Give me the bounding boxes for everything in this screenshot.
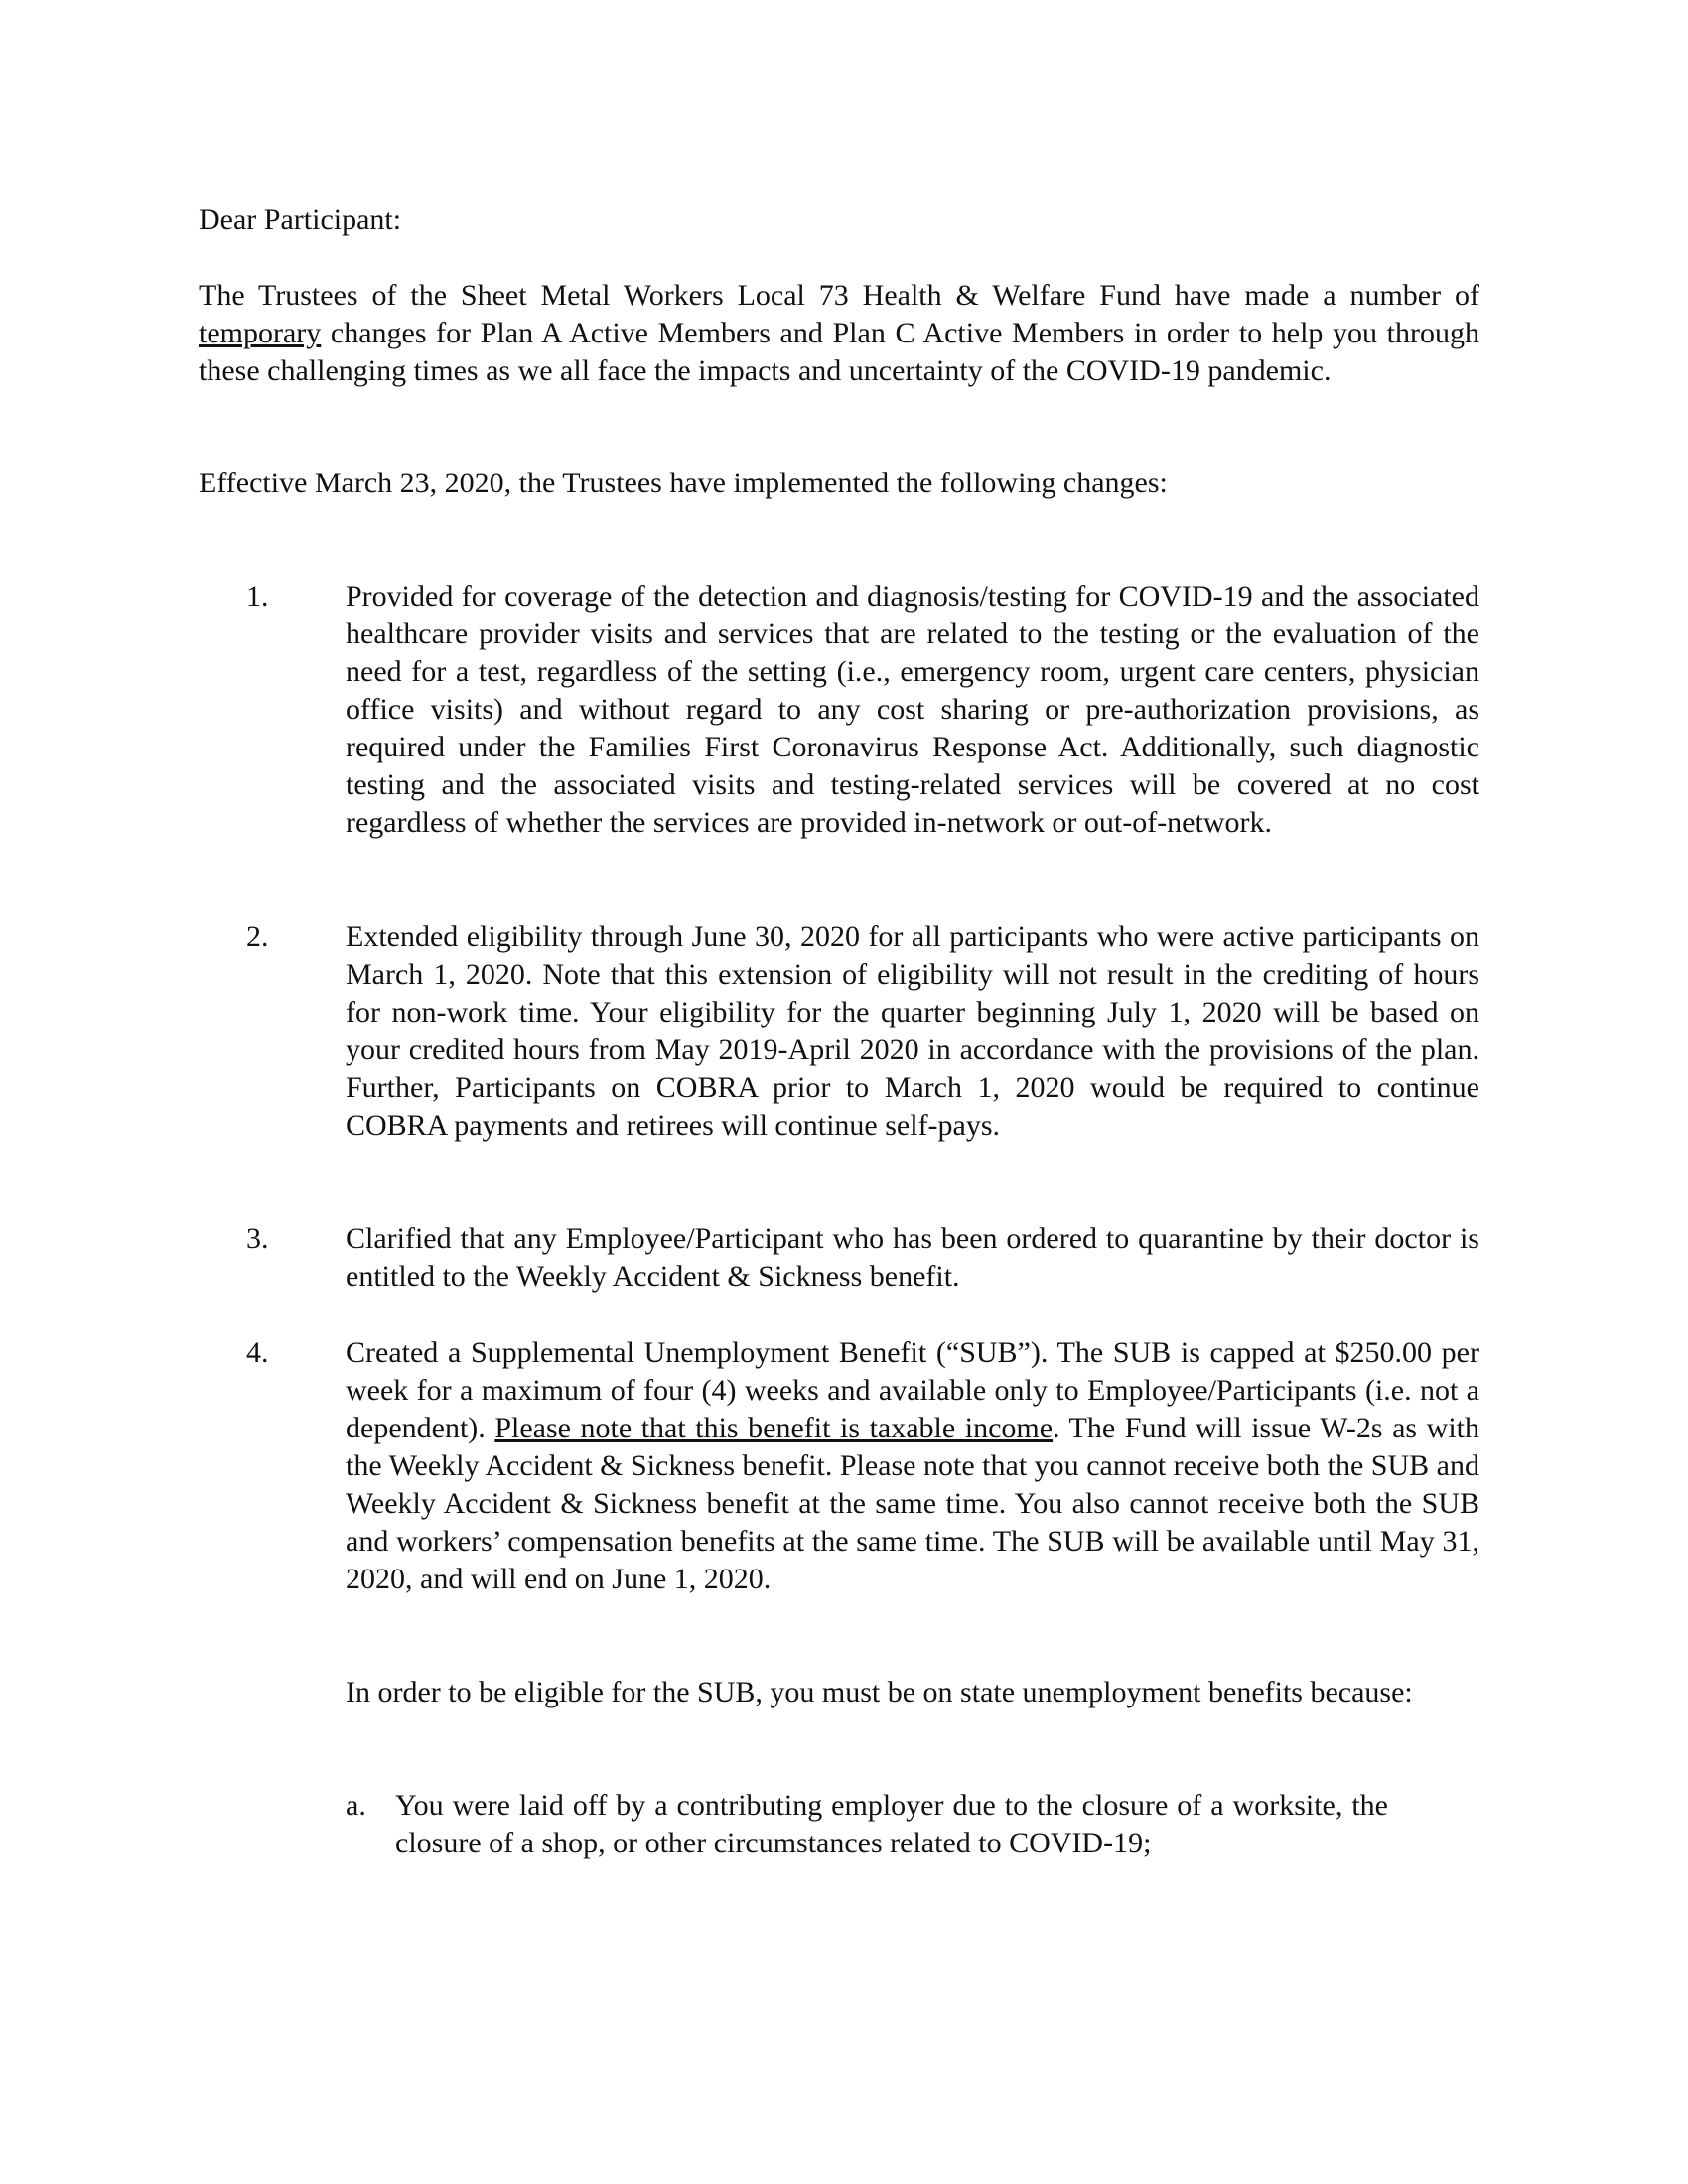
sub-list-item-a bbox=[346, 1787, 1388, 1862]
effective-date-paragraph: Effective March 23, 2020, the Trustees have implemented the following changes: bbox=[199, 467, 1168, 499]
item-text: Provided for coverage of the detection and diagnosis/testing for COVID-19 and the associated healthcare provider visits and services that are related to the testing or the evaluation of the need for a test, regardless of the setting (i.e., emergency room, urgent care centers, physician office visits) and without regard to any cost sharing or pre-authorization provisions, as required under the Families First Coronavirus Response Act. Additionally, such diagnostic testing and the associated visits and testing-related services will be covered at no cost regardless of whether the services are provided in-network or out-of-network. bbox=[346, 580, 1479, 839]
item-text-part2: . The Fund will issue W-2s as with the Weekly Accident & Sickness benefit. Please note that you cannot receive both the SUB and Weekly Accident & Sickness benefit at the same time. You also cannot receive both the SUB and workers’ compensation benefits at the same time. The SUB will be available until May 31, 2020, and will end on June 1, 2020. bbox=[346, 1412, 1479, 1595]
intro-underlined-word: temporary bbox=[199, 317, 322, 349]
change-item-4 bbox=[199, 1334, 1479, 1598]
sub-item-letter: a. bbox=[346, 1789, 366, 1822]
change-item-2 bbox=[199, 918, 1479, 1145]
change-item-3 bbox=[199, 1220, 1479, 1296]
intro-text-part1: The Trustees of the Sheet Metal Workers Local 73 Health & Welfare Fund have made a number of bbox=[199, 279, 1479, 312]
greeting: Dear Participant: bbox=[199, 204, 402, 236]
item-text bbox=[346, 1334, 1479, 1598]
item-number: 1. bbox=[246, 580, 269, 613]
item-text: Clarified that any Employee/Participant who has been ordered to quarantine by their doctor is entitled to the Weekly Accident & Sickness benefit. bbox=[346, 1222, 1479, 1293]
item-text: Extended eligibility through June 30, 2020 for all participants who were active participants on March 1, 2020. Note that this extension of eligibility will not result in the crediting of hours for non-work time. Your eligibility for the quarter beginning July 1, 2020 will be based on your credited hours from May 2019-April 2020 in accordance with the provisions of the plan. Further, Participants on COBRA prior to March 1, 2020 would be required to continue COBRA payments and retirees will continue self-pays. bbox=[346, 920, 1479, 1142]
item-number: 2. bbox=[246, 920, 269, 953]
item-number: 4. bbox=[246, 1336, 269, 1369]
intro-paragraph bbox=[199, 277, 1479, 390]
intro-text-part2: changes for Plan A Active Members and Plan C Active Members in order to help you through these challenging times as we all face the impacts and uncertainty of the COVID-19 pandemic. bbox=[199, 317, 1479, 387]
change-item-1 bbox=[199, 578, 1479, 842]
sub-item-text: You were laid off by a contributing employer due to the closure of a worksite, the closure of a shop, or other circumstances related to COVID-19; bbox=[395, 1789, 1388, 1859]
item-number: 3. bbox=[246, 1222, 269, 1255]
item-underlined-text: Please note that this benefit is taxable income bbox=[494, 1412, 1054, 1444]
item-text-part1: Created a Supplemental Unemployment Benefit (“SUB”). The SUB is capped at $250.00 per week for a maximum of four (4) weeks and available only to Employee/Participants (i.e. not a dependent). bbox=[346, 1336, 1479, 1444]
eligibility-paragraph: In order to be eligible for the SUB, you must be on state unemployment benefits because: bbox=[346, 1676, 1413, 1708]
